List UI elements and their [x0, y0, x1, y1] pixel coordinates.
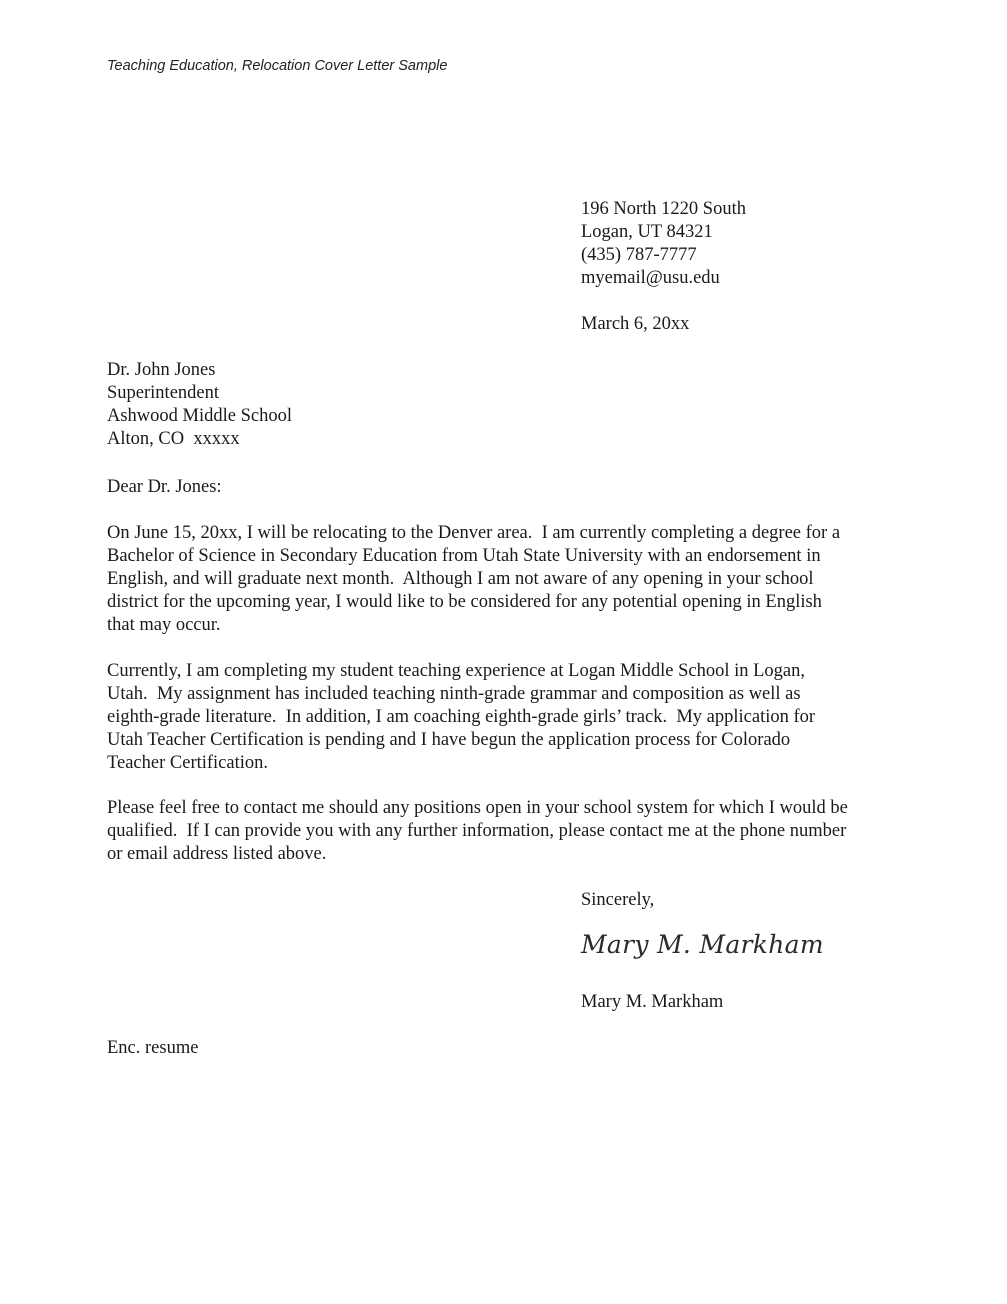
recipient-title: Superintendent: [107, 383, 220, 403]
handwritten-signature: Mary M. Markham: [581, 930, 824, 959]
typed-signer-name: Mary M. Markham: [581, 992, 724, 1012]
body-paragraph-1: [107, 522, 840, 637]
sender-street: 196 North 1220 South: [581, 199, 746, 219]
paragraph-line: that may occur.: [107, 615, 221, 635]
paragraph-line: Currently, I am completing my student teaching experience at Logan Middle School in Logan,: [107, 661, 806, 681]
recipient-city-line: Alton, CO xxxxx: [107, 429, 240, 449]
document-header-note: Teaching Education, Relocation Cover Letter Sample: [107, 58, 448, 74]
paragraph-line: On June 15, 20xx, I will be relocating to the Denver area. I am currently completing a degree for a: [107, 523, 841, 543]
sender-phone: (435) 787-7777: [581, 245, 697, 265]
recipient-address-block: [107, 359, 292, 451]
paragraph-line: or email address listed above.: [107, 844, 327, 864]
paragraph-line: Teacher Certification.: [107, 753, 269, 773]
paragraph-line: English, and will graduate next month. Although I am not aware of any opening in your school: [107, 569, 814, 589]
sender-email: myemail@usu.edu: [581, 268, 720, 288]
closing: Sincerely,: [581, 890, 655, 910]
paragraph-line: district for the upcoming year, I would like to be considered for any potential opening in English: [107, 592, 822, 612]
paragraph-line: qualified. If I can provide you with any further information, please contact me at the phone number: [107, 821, 847, 841]
paragraph-line: Please feel free to contact me should any positions open in your school system for which I would be: [107, 798, 848, 818]
paragraph-line: eighth-grade literature. In addition, I am coaching eighth-grade girls’ track. My application for: [107, 707, 816, 727]
recipient-name: Dr. John Jones: [107, 360, 216, 380]
paragraph-line: Utah. My assignment has included teaching ninth-grade grammar and composition as well as: [107, 684, 801, 704]
body-paragraph-2: [107, 660, 815, 775]
sender-city-line: Logan, UT 84321: [581, 222, 713, 242]
sender-address-block: [581, 198, 746, 290]
body-paragraph-3: [107, 797, 848, 866]
salutation: Dear Dr. Jones:: [107, 477, 222, 497]
enclosure-note: Enc. resume: [107, 1038, 199, 1058]
letter-date: March 6, 20xx: [581, 314, 690, 334]
paragraph-line: Utah Teacher Certification is pending and I have begun the application process for Colorado: [107, 730, 791, 750]
paragraph-line: Bachelor of Science in Secondary Education from Utah State University with an endorsement in: [107, 546, 821, 566]
recipient-organization: Ashwood Middle School: [107, 406, 292, 426]
